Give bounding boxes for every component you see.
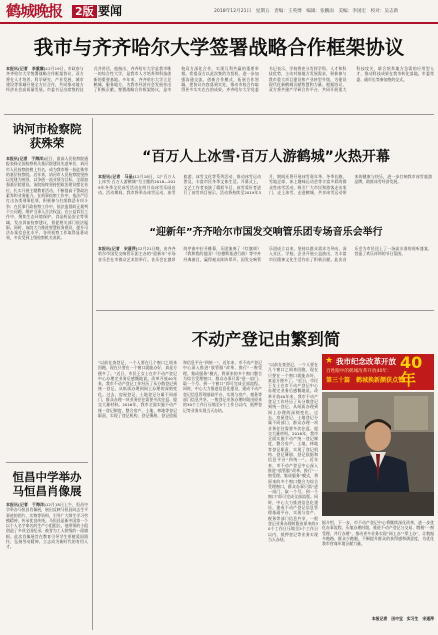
lead-headline: 我市与齐齐哈尔大学签署战略合作框架协议 — [33, 36, 405, 59]
banner-subtitle: 第三十篇 鹤城换新颜获点赞 — [326, 377, 405, 384]
left-article1-text: 近日，最高人民检察院通报表扬全国检察机关基层院建设先进单位，讷河市人民检察院榜上有名，成为我市唯一获此殊荣的基层检察院。近年来，讷河市人民检察院坚持以党建为统领，以争创一流业绩为目标，全面加强基层院建设。该院始终坚持把政治建设摆在首位，扎实开展主题教育活动，不断提高干警政治素养和业务能力。在刑事检察工作中，依法严厉打击各类刑事犯罪，积极参与扫黑除恶专项斗争；在民事行政检察工作中，依法监督纠正裁判不公问题，维护当事人合法权益；在公益诉讼工作中，聚焦生态环境保护、食品药品安全等领域，发出诉前检察建议，督促相关部门依法履职。同时，该院大力推进智慧检务建设，提升司法办案信息化水平，各项检察工作取得显著成效，多次受到上级检察机关表彰。 — [6, 156, 88, 241]
left-column-divider — [92, 118, 93, 630]
masthead — [0, 0, 438, 26]
feature-right-body — [322, 520, 434, 614]
masthead-info: 2018年12月21日 星期五 责编：王英博 编辑：张鹏雨 美编：李国宏 校对：吴志新 — [214, 9, 399, 14]
concert-byline: 本报讯(记者 宋道萍) — [98, 246, 138, 251]
concert-text: 12月21日晚，由齐齐哈尔市国发交响管乐团主办的“迎新年”专场音乐会在市群众艺术馆举行。音乐会在激昂的序曲中拉开帷幕，乐团演奏了《红旗颂》《我和我的祖国》《拉德斯基进行曲》等中外经典曲目，赢得观众阵阵掌声。国发交响管乐团成立以来，坚持以群众需求为导向，深入社区、学校、企业开展公益演出，为丰富市民精神文化生活作出了积极贡献。此次音乐会为市民送上了一场高水准的视听盛宴，营造了欢乐祥和的节日氛围。 — [98, 246, 432, 262]
feature-body-text: “以前在查登记，一个人要在几个窗口之间来回跑，现在只要在一个窗口就能办好，真是方便多了。”近日，市民王女士在市不动产登记中心办理完业务后感慨地说。改革开放40年来，我市不动产登记工作经历了从分散登记到统一登记、从纸质办理到网上办理的深刻变化。过去，房屋登记、土地登记分属不同部门，群众办理一项业务往往需要多次往返、提交大量材料。2016年，我市全面实施不动产统一登记制度，整合房产、土地、林地等登记职责，实现了登记机构、登记簿册、登记依据和信息平台“四统一”。近年来，市不动产登记中心深入推进“放管服”改革，推行“一窗受理、集成服务”模式，将原来的多个窗口整合为综合受理窗口，群众办事只需“进一扇门、取一个号、到一个窗口”即可完成全部流程。同时，中心大力推进信息化建设，建成不动产登记信息管理基础平台，实现与房产、税务等部门信息共享，一般登记业务办理时限由原来的30个工作日压缩至5个工作日以内，抵押登记等业务实现当天办结。 — [98, 360, 262, 418]
left-article1-byline: 本报讯(记者 于海洋) — [6, 156, 45, 161]
mid-article-text: 12月18日，以“百万人上冰雪·百万人游鹤城”为主题的2018—2019年冬季全民冰雪活动在明月岛冰雪乐园启动。活动期间，我市将举办冰雪运动、冰雪旅游、冰雪文化等系列活动，推动冰雪运动普及，丰富市民冬季文体生活。开幕式上，文艺工作者表演了精彩节目，冰雪爱好者进行了冰雪项目展示。活动将持续至2019年3月，期间还将开展冰雪嘉年华、冬季长跑、雪地足球、冰上趣味运动会等丰富多彩的群众性冰雪活动，吸引广大市民和游客走出家门、走上冰雪、走进鹤城，共享冰雪运动带来的健康与快乐，进一步打响我市冰雪旅游品牌，助推冰雪经济发展。 — [98, 174, 432, 195]
banner-line3: 百姓眼中的鹤城改革开放40年： — [326, 369, 392, 374]
banner-line1: 我市纪念改革开放 — [336, 357, 396, 366]
banner-star-icon: ★ — [325, 356, 334, 366]
feature-right-text: 据介绍，下一步，市不动产登记中心将继续深化改革，进一步优化办事流程，压缩办理时限，推进不动产登记与交易、缴税“一窗受理、并行办理”，推动更多业务实现“网上办”“掌上办”，让数据多跑路、群众少跑腿，不断提升群众的获得感和满意度，为优化我市营商环境贡献力量。 — [322, 520, 434, 547]
lead-body-text: 12月19日，市政府与齐齐哈尔大学签署战略合作框架协议，双方将在人才培养、科学研究、产业发展、城市建设等领域开展全方位合作，共同推动地方经济社会高质量发展。市委书记出席签约仪式并讲话，他指出，齐齐哈尔大学是我市唯一的综合性大学，是我市人才培养和科技创新的重要基地。多年来，齐齐哈尔大学立足鹤城、服务地方，为我市经济社会发展作出了积极贡献。签署战略合作框架协议，是市校双方深化合作、实现互利共赢的重要举措。希望双方以此次签约为契机，进一步加强沟通交流，创新合作模式，拓展合作领域，把协议内容落到实处，推动市校合作取得更多实实在在的成果。齐齐哈尔大学党委书记表示，学校将充分发挥学科、人才和科技优势，主动对接地方发展需求，积极参与我市重大项目建设和产业转型升级，为建设现代化新鹤城贡献智慧和力量。根据协议，双方将共建产学研合作平台，共同开展重大科技攻关，联合培养地方急需的应用型人才，推动科技成果在我市转化落地。市委常委、副市长等参加签约仪式。 — [6, 66, 434, 93]
left-article1-body — [6, 156, 88, 456]
left-inner-divider — [6, 462, 88, 463]
mid-article-body — [98, 174, 432, 222]
left-article2-body — [6, 502, 88, 630]
masthead-rule — [0, 22, 438, 24]
mid-divider — [96, 310, 434, 311]
left-article2-text: 12月18日上午，恒昌中学举办马恒昌肖像展，展出反映马恒昌同志生平事迹的图片、实物等资料，引导广大师生学习劳模精神，传承优良传统。马恒昌是新中国第一个以个人名字命名的生产小组组长，他带领的小组创造了多项全国纪录，被誉为工人阶级的一面旗帜。此次肖像展旨在教育引导学生厚植爱国情怀，弘扬劳动精神，立志成为新时代的有用人才。 — [6, 502, 88, 550]
anniversary-banner — [322, 354, 434, 390]
masthead-logo: 鹤城晚报 — [6, 2, 63, 20]
left-article2-headline: 恒昌中学举办 马恒昌肖像展 — [12, 470, 82, 498]
mid-article-byline: 本报讯(记者 马晶) — [98, 174, 135, 179]
mid-article-headline: “百万人上冰雪·百万人游鹤城”火热开幕 — [142, 149, 390, 165]
left-article1-headline: 讷河市检察院 获殊荣 — [12, 122, 82, 150]
concert-headline: “迎新年”齐齐哈尔市国发交响管乐团专场音乐会举行 — [149, 227, 383, 238]
feature-side-body — [268, 362, 318, 572]
lead-divider — [4, 114, 434, 115]
lead-byline: 本报讯(记者 李重霖) — [6, 66, 46, 71]
concert-article-body — [98, 246, 432, 304]
left-article2-byline: 本报讯(记者 于海洋) — [6, 502, 46, 507]
section-name: 要闻 — [98, 4, 123, 18]
feature-photo — [322, 392, 434, 516]
lead-article-body — [6, 66, 434, 112]
feature-side-text: “以前在查登记，一个人要在几个窗口之间来回跑，现在只要在一个窗口就能办好，真是方便多了。”近日，市民王女士在市不动产登记中心办理完业务后感慨地说。改革开放40年来，我市不动产登记工作经历了从分散登记到统一登记、从纸质办理到网上办理的深刻变化。过去，房屋登记、土地登记分属不同部门，群众办理一项业务往往需要多次往返、提交大量材料。2016年，我市全面实施不动产统一登记制度，整合房产、土地、林地等登记职责，实现了登记机构、登记簿册、登记依据和信息平台“四统一”。近年来，市不动产登记中心深入推进“放管服”改革，推行“一窗受理、集成服务”模式，将原来的多个窗口整合为综合受理窗口，群众办事只需“进一扇门、取一个号、到一个窗口”即可完成全部流程。同时，中心大力推进信息化建设，建成不动产登记信息管理基础平台，实现与房产、税务等部门信息共享，一般登记业务办理时限由原来的30个工作日压缩至5个工作日以内，抵押登记等业务实现当天办结。 — [268, 362, 318, 542]
feature-body — [98, 360, 262, 630]
page-number: 2版 — [72, 5, 97, 18]
banner-40: 40年 — [400, 354, 423, 389]
photo-scene — [322, 392, 434, 516]
feature-headline: 不动产登记由繁到简 — [191, 330, 341, 349]
feature-byline: 本报记者 田中宝 实习生 宋道萍 — [371, 616, 434, 621]
